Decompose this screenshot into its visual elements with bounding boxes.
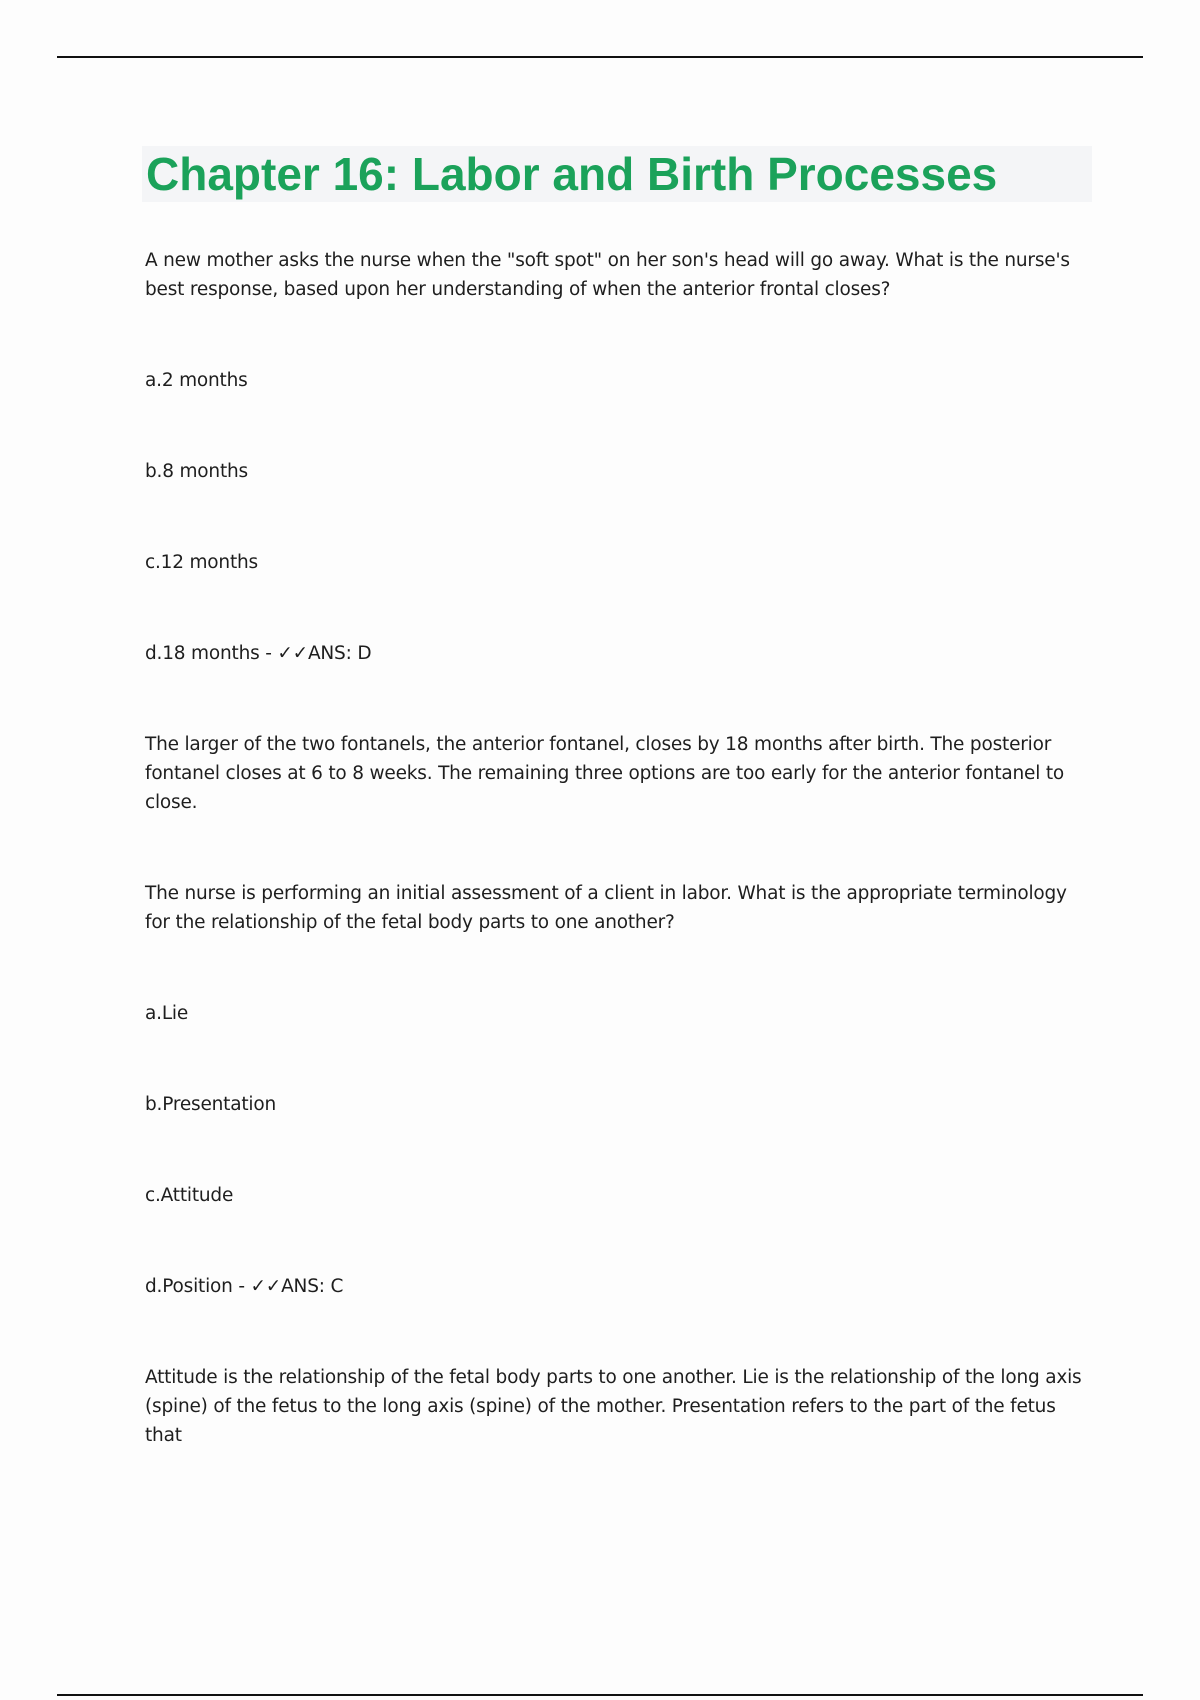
document-body <box>145 246 1095 1450</box>
question-1-option-a: a.2 months <box>145 370 248 391</box>
page-top-rule <box>57 56 1143 58</box>
question-1-option-b: b.8 months <box>145 461 248 482</box>
question-2-option-c: c.Attitude <box>145 1185 234 1206</box>
page-bottom-rule <box>57 1694 1143 1696</box>
question-1-option-d-answer: d.18 months - ✓✓ANS: D <box>145 643 372 664</box>
question-1-option-c: c.12 months <box>145 552 258 573</box>
question-2-stem: The nurse is performing an initial assessment of a client in labor. What is the appropriate terminology for the relationship of the fetal body parts to one another? <box>145 883 1067 933</box>
question-2-option-a: a.Lie <box>145 1003 189 1024</box>
chapter-title: Chapter 16: Labor and Birth Processes <box>146 148 998 200</box>
question-2-rationale: Attitude is the relationship of the fetal body parts to one another. Lie is the relationship of the long axis (spine) of the fetus to the long axis (spine) of the mother. Presentation refers to the part of the fetus that <box>145 1367 1082 1446</box>
question-2-option-b: b.Presentation <box>145 1094 277 1115</box>
question-2-option-d-answer: d.Position - ✓✓ANS: C <box>145 1276 344 1297</box>
question-1-rationale: The larger of the two fontanels, the anterior fontanel, closes by 18 months after birth. The posterior fontanel closes at 6 to 8 weeks. The remaining three options are too early for the anterior fontanel to close. <box>145 734 1065 813</box>
question-1-stem: A new mother asks the nurse when the "soft spot" on her son's head will go away. What is the nurse's best response, based upon her understanding of when the anterior frontal closes? <box>145 250 1070 300</box>
